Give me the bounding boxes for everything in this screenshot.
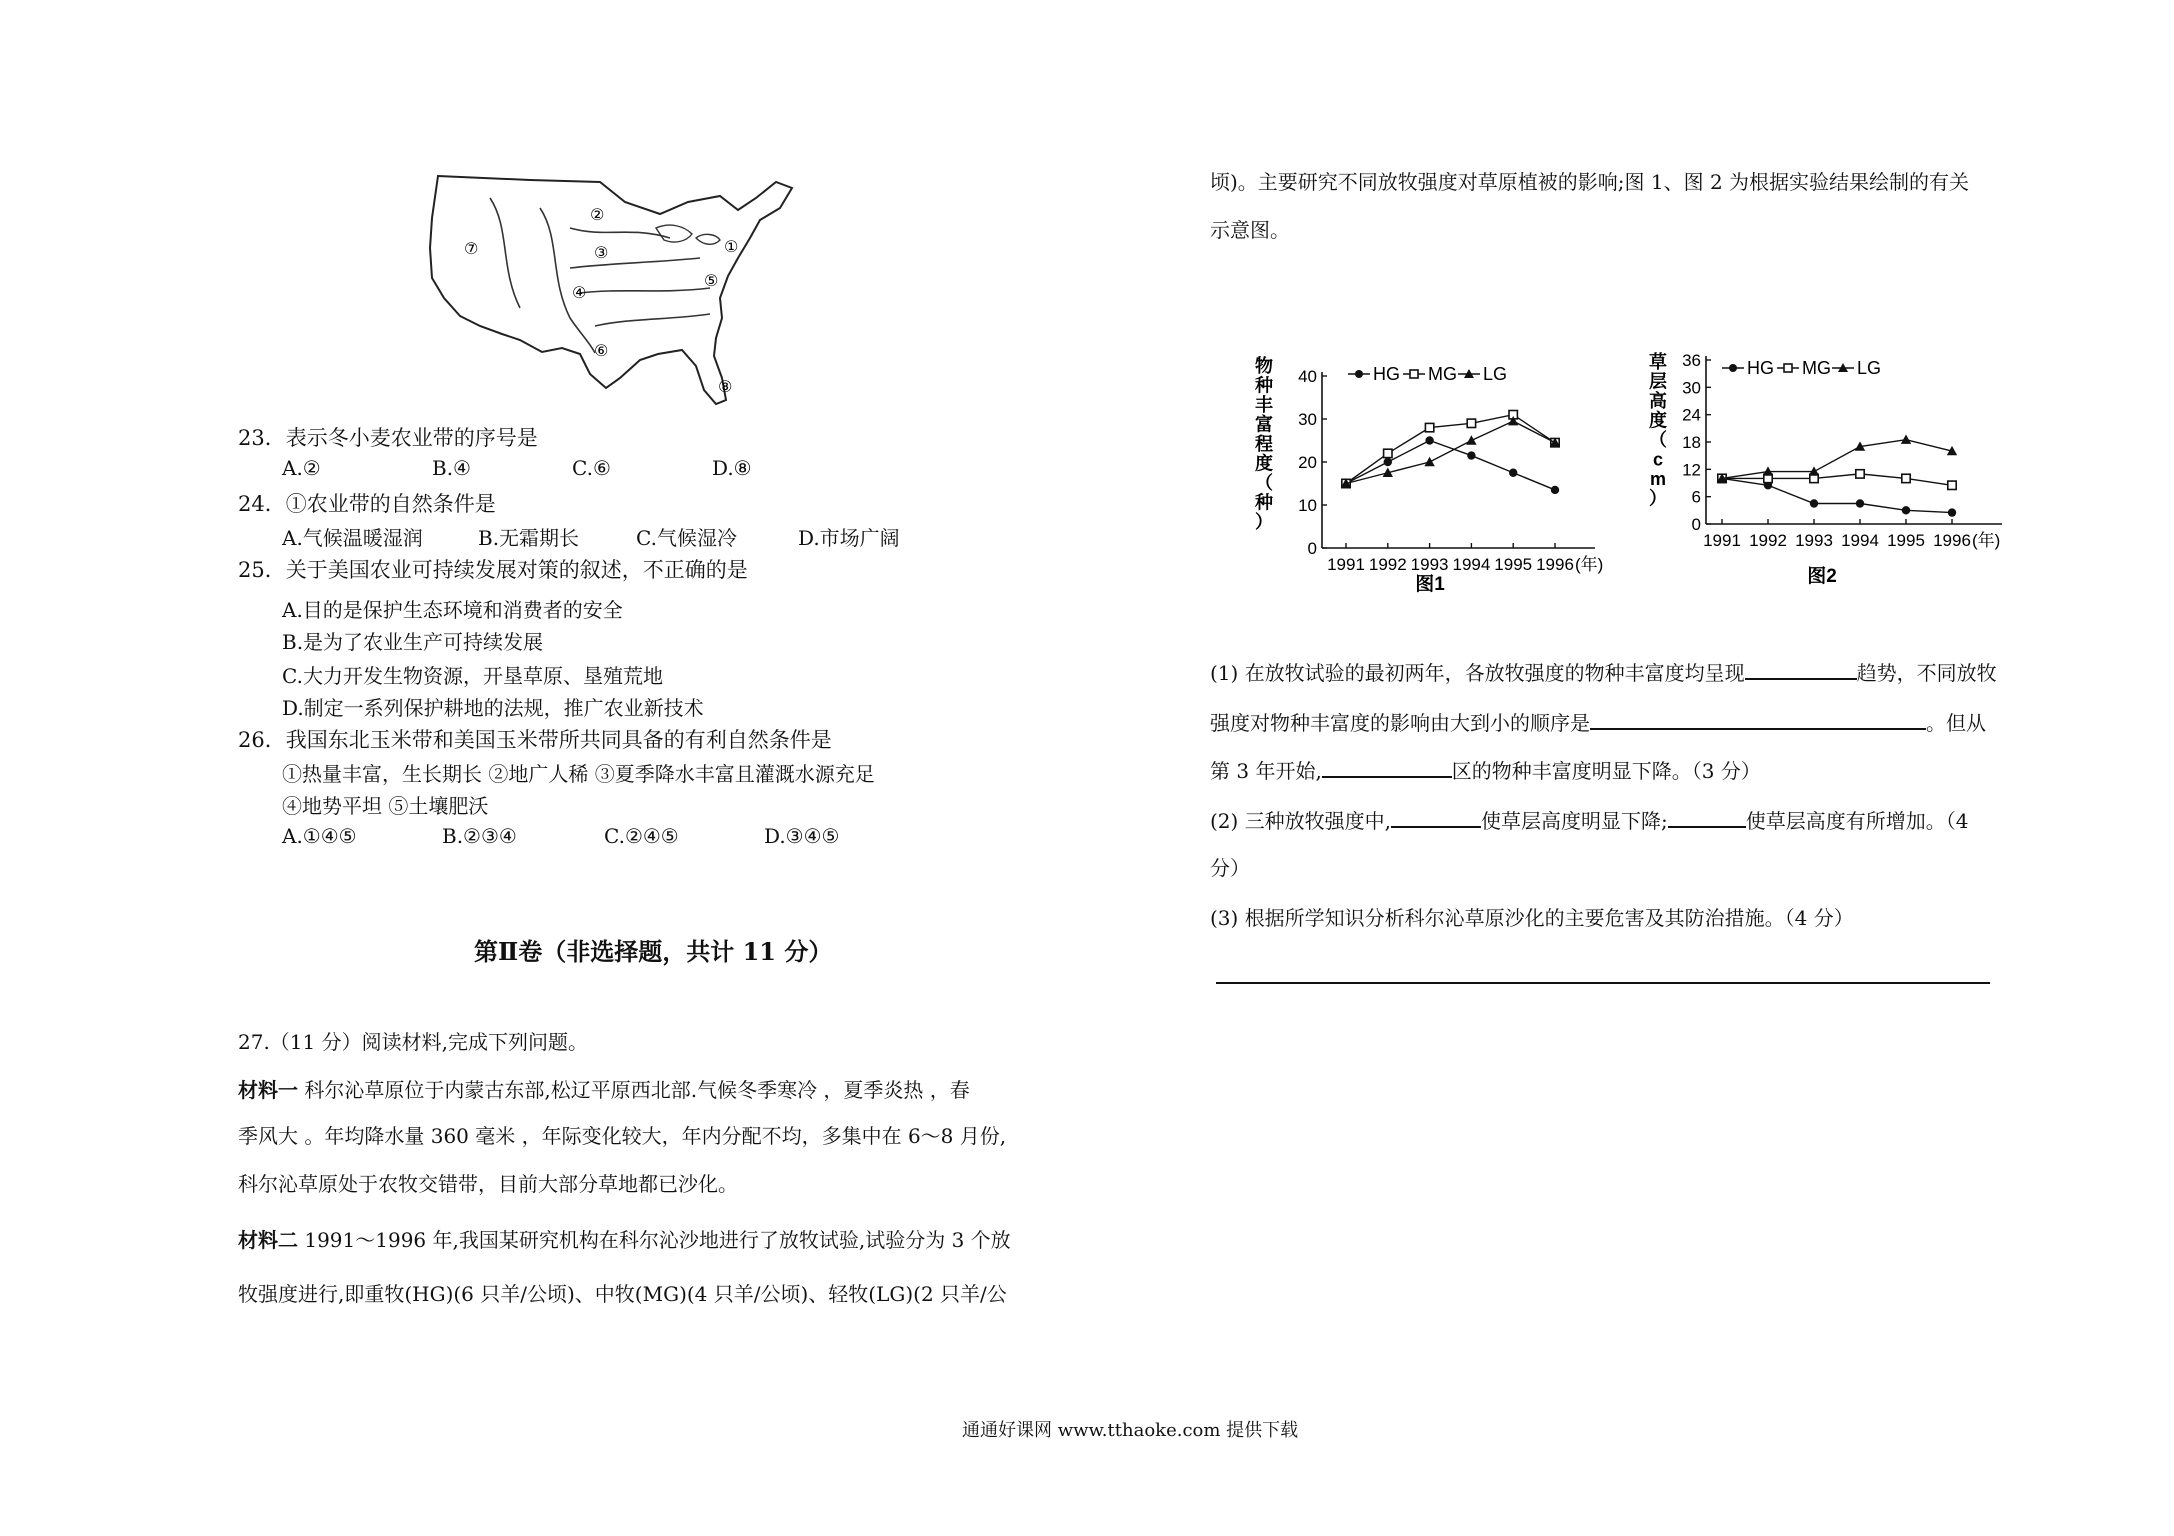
y-axis-label-char: 度	[1649, 410, 1667, 431]
sub-question-1-line: 第 3 年开始, 区的物种丰富度明显下降。（3 分）	[1210, 754, 1761, 784]
figure-caption: 图2	[1807, 566, 1837, 587]
question-stem: 24．①农业带的自然条件是	[238, 492, 496, 516]
material-1-line: 材料一 科尔沁草原位于内蒙古东部,松辽平原西北部.气候冬季寒冷 ，夏季炎热 ，春	[238, 1078, 970, 1102]
option-a: A.气候温暖湿润	[282, 526, 423, 550]
material-2-line: 顷)。主要研究不同放牧强度对草原植被的影响;图 1、图 2 为根据实验结果绘制的有关	[1210, 170, 1970, 194]
y-tick-label: 0	[1691, 515, 1701, 534]
map-label: ⑥	[594, 343, 609, 360]
legend-label-mg: MG	[1802, 358, 1831, 378]
legend-marker-mg	[1784, 364, 1792, 372]
data-point-mg	[1467, 419, 1475, 427]
y-tick-label: 40	[1298, 367, 1317, 386]
series-line-lg	[1346, 421, 1555, 483]
x-tick-label: 1996	[1536, 555, 1574, 574]
y-axis-label-char: c	[1652, 449, 1664, 470]
material-1-line: 季风大 。年均降水量 360 毫米 ，年际变化较大，年内分配不均，多集中在 6～8 月份,	[238, 1124, 1007, 1148]
material-2-line: 示意图。	[1210, 218, 1290, 242]
y-tick-label: 18	[1682, 433, 1701, 452]
figure-caption: 图1	[1415, 574, 1445, 595]
x-tick-label: 1995	[1494, 555, 1533, 574]
y-axis-label-char: 草	[1649, 352, 1667, 372]
stem-pre: 25．关于美国农业可持续发展对策的叙述，	[238, 558, 643, 582]
data-point-lg	[1466, 435, 1476, 444]
map-label: ⑦	[464, 241, 479, 258]
y-axis-label-char: 层	[1649, 371, 1667, 392]
option-a: A.①④⑤	[282, 824, 357, 848]
sub-question-3-line: (3) 根据所学知识分析科尔沁草原沙化的主要危害及其防治措施。（4 分）	[1210, 906, 1854, 930]
x-axis-label: (年)	[1575, 555, 1604, 574]
answer-line[interactable]	[1216, 982, 1990, 984]
y-axis-label-char: ）	[1649, 488, 1667, 509]
x-tick-label: 1996	[1933, 531, 1971, 550]
series-line-hg	[1346, 441, 1555, 490]
sub-question-2-line: 分）	[1210, 856, 1250, 880]
page-footer: 通通好课网 www.tthaoke.com 提供下载	[962, 1420, 1299, 1441]
option-a: A.②	[282, 456, 321, 480]
series-line-mg	[1346, 415, 1555, 484]
data-point-hg	[1810, 499, 1818, 507]
legend-label-hg: HG	[1747, 358, 1774, 378]
stem-post: 正确的是	[663, 558, 748, 582]
x-tick-label: 1991	[1703, 531, 1741, 550]
zone-boundary	[540, 208, 595, 353]
great-lakes	[656, 225, 720, 244]
x-tick-label: 1995	[1887, 531, 1925, 550]
x-axis-label: (年)	[1972, 531, 2001, 550]
y-axis-label-char: 物	[1255, 356, 1273, 376]
series-line-hg	[1722, 478, 1952, 512]
y-axis-label-char: 高	[1649, 391, 1667, 411]
x-tick-label: 1991	[1327, 555, 1365, 574]
map-label: ⑧	[718, 379, 733, 396]
zone-boundary	[580, 288, 710, 293]
option-c: C.⑥	[572, 456, 611, 480]
legend-label-lg: LG	[1483, 364, 1508, 384]
y-tick-label: 6	[1691, 487, 1701, 507]
us-outline	[430, 176, 792, 404]
legend-label-mg: MG	[1428, 364, 1457, 384]
map-label: ①	[724, 239, 739, 256]
legend-label-lg: LG	[1857, 358, 1882, 378]
material-2-line: 牧强度进行,即重牧(HG)(6 只羊/公顷)、中牧(MG)(4 只羊/公顷)、轻牧(LG)(2 只羊/公	[238, 1282, 1007, 1306]
option-d: D.制定一系列保护耕地的法规，推广农业新技术	[282, 696, 704, 720]
section-title: 第Ⅱ卷（非选择题，共计 11 分）	[474, 937, 833, 966]
y-tick-label: 0	[1307, 539, 1317, 558]
x-tick-label: 1993	[1410, 555, 1449, 574]
question-header: 27.（11 分）阅读材料,完成下列问题。	[238, 1030, 588, 1054]
y-axis-label-char: 度	[1255, 453, 1273, 474]
map-label: ③	[594, 245, 609, 262]
us-agriculture-map	[420, 168, 810, 408]
y-axis-label-char: 程	[1255, 434, 1273, 454]
option-c: C.②④⑤	[604, 824, 679, 848]
y-axis-label-char: （	[1649, 430, 1667, 450]
answer-blank[interactable]	[1745, 656, 1857, 680]
data-point-mg	[1856, 470, 1864, 478]
material-label: 材料二	[238, 1228, 298, 1252]
y-tick-label: 12	[1682, 460, 1701, 480]
zone-boundary	[570, 258, 700, 268]
option-b: B.④	[432, 456, 471, 480]
legend-marker-hg	[1355, 370, 1363, 378]
material-1-line: 科尔沁草原处于农牧交错带，目前大部分草地都已沙化。	[238, 1172, 738, 1196]
sub-question-1-line: 强度对物种丰富度的影响由大到小的顺序是 。但从	[1210, 706, 1986, 736]
y-axis-label-char: （	[1255, 473, 1273, 493]
material-2-line: 材料二 1991～1996 年,我国某研究机构在科尔沁沙地进行了放牧试验,试验分为 3 个放	[238, 1228, 1011, 1252]
data-point-hg	[1856, 499, 1864, 507]
x-tick-label: 1994	[1452, 555, 1491, 574]
option-b: B.无霜期长	[478, 526, 580, 550]
option-d: D.⑧	[712, 456, 752, 480]
y-tick-label: 10	[1298, 496, 1317, 515]
zone-boundary	[490, 198, 520, 308]
data-point-hg	[1384, 458, 1392, 466]
data-point-hg	[1467, 451, 1475, 459]
condition-line-2: ④地势平坦 ⑤土壤肥沃	[282, 794, 489, 818]
chart-figure-2	[1642, 348, 2022, 602]
y-axis-label-char: ）	[1255, 512, 1273, 532]
answer-blank[interactable]	[1322, 754, 1452, 778]
zone-boundary	[595, 314, 710, 326]
series-line-lg	[1722, 440, 1952, 479]
question-stem	[238, 554, 748, 586]
material-label: 材料一	[238, 1078, 298, 1102]
y-tick-label: 20	[1298, 453, 1317, 472]
data-point-lg	[1424, 457, 1434, 466]
answer-blank[interactable]	[1391, 804, 1481, 828]
map-label: ④	[572, 285, 587, 302]
data-point-hg	[1948, 508, 1956, 516]
option-c: C.大力开发生物资源，开垦草原、垦殖荒地	[282, 664, 663, 688]
question-stem: 23．表示冬小麦农业带的序号是	[238, 426, 538, 450]
x-tick-label: 1993	[1795, 531, 1833, 550]
y-axis-label-char: 富	[1255, 414, 1273, 435]
option-c: C.气候湿冷	[636, 526, 737, 550]
data-point-mg	[1384, 449, 1392, 457]
legend-label-hg: HG	[1373, 364, 1400, 384]
y-axis-label-char: 丰	[1255, 395, 1273, 415]
map-label: ②	[590, 207, 605, 224]
data-point-hg	[1425, 436, 1433, 444]
data-point-mg	[1902, 474, 1910, 482]
sub-question-1-line: (1) 在放牧试验的最初两年，各放牧强度的物种丰富度均呈现 趋势，不同放牧	[1210, 656, 1997, 686]
data-point-lg	[1901, 435, 1911, 444]
answer-blank[interactable]	[1590, 706, 1926, 730]
answer-blank[interactable]	[1668, 804, 1746, 828]
data-point-hg	[1509, 469, 1517, 477]
y-tick-label: 30	[1298, 410, 1317, 429]
x-tick-label: 1992	[1749, 531, 1787, 550]
legend-marker-hg	[1729, 364, 1737, 372]
x-tick-label: 1994	[1841, 531, 1879, 550]
y-axis-label-char: m	[1649, 469, 1667, 489]
y-tick-label: 36	[1682, 351, 1701, 370]
data-point-hg	[1902, 506, 1910, 514]
option-d: D.市场广阔	[798, 526, 900, 550]
question-stem: 26．我国东北玉米带和美国玉米带所共同具备的有利自然条件是	[238, 728, 832, 752]
y-tick-label: 24	[1682, 405, 1701, 425]
y-tick-label: 30	[1682, 378, 1701, 398]
stem-emphasis: 不	[642, 558, 664, 582]
zone-boundary	[570, 228, 670, 238]
condition-line-1: ①热量丰富，生长期长 ②地广人稀 ③夏季降水丰富且灌溉水源充足	[282, 762, 875, 786]
data-point-mg	[1425, 423, 1433, 431]
chart-figure-1	[1250, 352, 1610, 602]
option-b: B.②③④	[442, 824, 517, 848]
map-label: ⑤	[704, 273, 719, 290]
sub-question-2-line: (2) 三种放牧强度中, 使草层高度明显下降; 使草层高度有所增加。（4	[1210, 804, 1969, 834]
data-point-mg	[1948, 481, 1956, 489]
x-tick-label: 1992	[1368, 555, 1407, 574]
legend-marker-mg	[1410, 370, 1418, 378]
y-axis-label-char: 种	[1255, 375, 1273, 396]
y-axis-label-char: 种	[1255, 492, 1273, 513]
option-b: B.是为了农业生产可持续发展	[282, 630, 544, 654]
data-point-hg	[1551, 486, 1559, 494]
option-a: A.目的是保护生态环境和消费者的安全	[282, 598, 623, 622]
option-d: D.③④⑤	[764, 824, 840, 848]
